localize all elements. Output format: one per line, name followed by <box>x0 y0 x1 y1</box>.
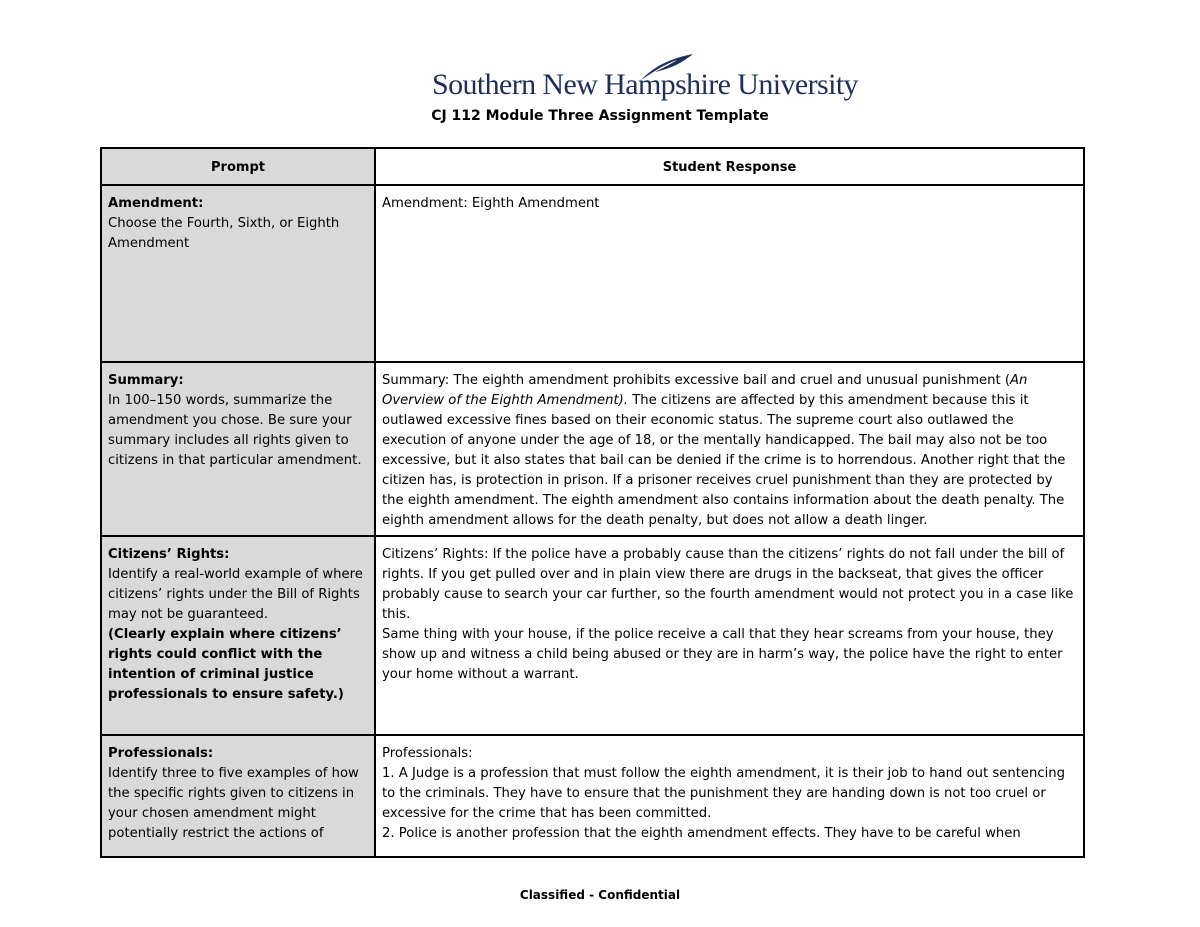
response-paragraph-1-citizens-rights: Citizens’ Rights: If the police have a probably cause than the citizens’ rights do not fall under the bill of rights. If you get pulled over and in plain view there are drugs in the backseat, that gives the officer probably cause to search your car further, so the fourth amendment would not protect you in a case like this. <box>382 547 1074 622</box>
prompt-text-citizens-rights: Identify a real-world example of where citizens’ rights under the Bill of Rights may not be guaranteed. <box>108 567 363 622</box>
table-header-row <box>101 148 1084 185</box>
header-student-response: Student Response <box>375 148 1084 185</box>
prompt-title-professionals: Professionals: <box>108 746 214 761</box>
response-title-professionals: Professionals: <box>382 746 473 761</box>
header-prompt: Prompt <box>101 148 375 185</box>
table-row-citizens-rights <box>101 536 1084 735</box>
response-cell-citizens-rights <box>375 536 1084 735</box>
prompt-text-professionals: Identify three to five examples of how the specific rights given to citizens in your chosen amendment might potentially restrict the actions of <box>108 766 359 841</box>
assignment-table <box>100 147 1085 858</box>
document-title: CJ 112 Module Three Assignment Template <box>431 108 769 124</box>
prompt-text-summary: In 100–150 words, summarize the amendment you chose. Be sure your summary includes all rights given to citizens in that particular amendment. <box>108 393 362 468</box>
prompt-cell-summary <box>101 362 375 536</box>
response-paragraph-1-professionals: 1. A Judge is a profession that must follow the eighth amendment, it is their job to hand out sentencing to the criminals. They have to ensure that the punishment they are handing down is not too cruel or excessive for the crime that has been committed. <box>382 766 1066 821</box>
prompt-title-summary: Summary: <box>108 373 184 388</box>
table-row-summary <box>101 362 1084 536</box>
university-wordmark: Southern New Hampshire University <box>432 68 858 101</box>
prompt-cell-citizens-rights <box>101 536 375 735</box>
table-row-professionals <box>101 735 1084 857</box>
prompt-text-amendment: Choose the Fourth, Sixth, or Eighth Amendment <box>108 216 340 251</box>
response-text-amendment: Amendment: Eighth Amendment <box>382 196 600 211</box>
prompt-bold-citizens-rights: (Clearly explain where citizens’ rights could conflict with the intention of criminal justice professionals to ensure safety.) <box>108 627 344 702</box>
response-text-summary: Summary: The eighth amendment prohibits excessive bail and cruel and unusual punishment ( <box>382 373 1011 388</box>
response-paragraph-2-professionals: 2. Police is another profession that the eighth amendment effects. They have to be careful when <box>382 826 1021 841</box>
prompt-title-citizens-rights: Citizens’ Rights: <box>108 547 230 562</box>
prompt-cell-professionals <box>101 735 375 857</box>
prompt-cell-amendment <box>101 185 375 362</box>
response-text-summary-cont: The citizens are affected by this amendment because this it outlawed excessive fines based on their economic status. The supreme court also outlawed the execution of anyone under the age of 18, or the mentally handicapped. The bail may also not be too excessive, but it also states that bail can be denied if the crime is to horrendous. Another right that the citizen has, is protection in prison. If a prisoner receives cruel punishment than they are protected by the eighth amendment. The eighth amendment also contains information about the death penalty. The eighth amendment allows for the death penalty, but does not allow a death linger. <box>382 393 1066 528</box>
response-cell-summary <box>375 362 1084 536</box>
response-cell-professionals <box>375 735 1084 857</box>
feather-quill-icon <box>637 52 697 82</box>
response-citation-summary: An Overview of the Eighth Amendment). <box>382 373 1028 408</box>
university-logo <box>432 52 858 102</box>
footer-classification: Classified - Confidential <box>519 888 681 902</box>
table-row-amendment <box>101 185 1084 362</box>
prompt-title-amendment: Amendment: <box>108 196 204 211</box>
response-paragraph-2-citizens-rights: Same thing with your house, if the police receive a call that they hear screams from your house, they show up and witness a child being abused or they are in harm’s way, the police have the right to enter your home without a warrant. <box>382 627 1063 682</box>
response-cell-amendment <box>375 185 1084 362</box>
